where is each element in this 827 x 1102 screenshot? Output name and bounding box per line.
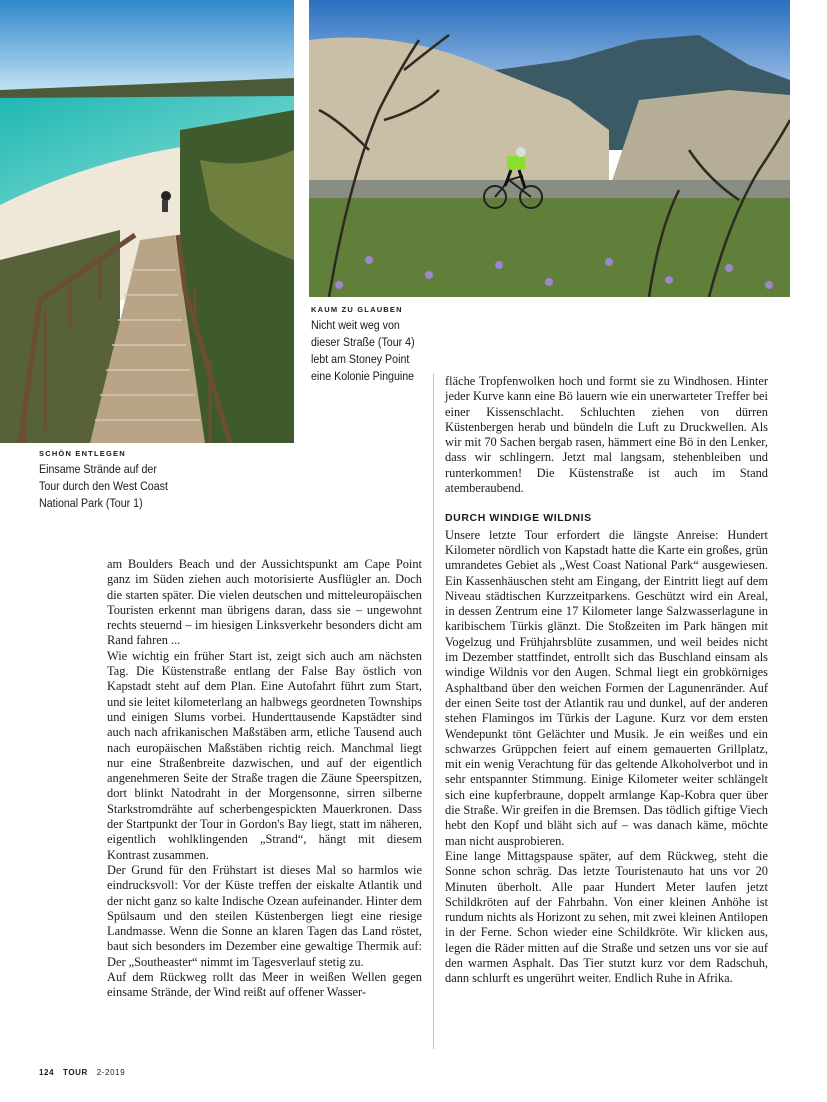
cyclist-road-photo <box>309 0 790 297</box>
caption-line: Tour durch den West Coast <box>39 479 168 493</box>
body-paragraph: Wie wichtig ein früher Start ist, zeigt sich auch am nächsten Tag. Die Küstenstraße entlang der False Bay östlich von Kapstadt steht auf dem Plan. Eine Autofahrt führt zum Start, und sie leitet kilometerlang an halbwegs geordneten Townships und einigen Slums vorbei. Hunderttausende Kapstädter sind auch nach afrikanischen Maßstäben arm, etliche Tausend auch nach europäischen Maßstäben richtig reich. Manchmal liegt nur eine Straßenbreite dazwischen, und auf der eigentlich angenehmeren Seite der Straße tragen die Zäune Speerspitzen, dort blinkt Natodraht in der Morgensonne, sirren silberne Starkstromdrähte auf scherbengespickten Mauerkronen. Dass der Startpunkt der Tour in Gordon's Bay liegt, statt im näheren, eigentlich wohlklingenden „Strand“, hängt mit diesem Kontrast zusammen. <box>107 648 422 862</box>
page-folio <box>39 1068 125 1077</box>
body-paragraph: fläche Tropfenwolken hoch und formt sie zu Windhosen. Hinter jeder Kurve kann eine Bö lauern wie ein unerwarteter Treffer bei einer Kissenschlacht. Schluchten ziehen von dürren Küstenbergen herab und bündeln die Luft zu Druckwellen. Als wir mit 70 Sachen bergab rasen, hämmert eine Bö in den Lenker, dass wir schlingern. Jetzt mal langsam, stehenbleiben und runterkommen! Die Küstenstraße ist auch im Stand atemberaubend. <box>445 374 768 496</box>
column-divider <box>433 374 434 1049</box>
beach-boardwalk-photo <box>0 0 294 443</box>
page-number: 124 <box>39 1068 55 1077</box>
article-column-right <box>445 374 768 987</box>
body-paragraph: Unsere letzte Tour erfordert die längste Anreise: Hundert Kilometer nördlich von Kapstadt hatte die Karte ein großes, grün umrandetes Gebiet als „West Coast National Park“ ausgewiesen. Ein Kassenhäuschen steht am Eingang, der Eintritt liegt auf dem Niveau städtischen Kurzzeitparkens. Geschützt wird ein Areal, in dessen Zentrum eine 17 Kilometer lange Salzwasserlagune in karibischem Türkis glänzt. Die Stoßzeiten im Park hängen mit Vogelzug und Frühjahrsblüte zusammen, und weil beides nicht im Dezember stattfindet, entrollt sich das Buschland einsam als windige Wildnis vor den Augen. Schmal liegt ein grobkörniges Asphaltband über den weichen Formen der Lagunenränder. Auf der einen Seite tost der Atlantik rau und dunkel, auf der anderen stehen Flamingos im Türkis der Lagune. Kurz vor dem ersten Wendepunkt tönt Gelächter und Musik. Je ein weißes und ein schwarzes Grüppchen feiert auf einem gemauerten Grillplatz, mit ein wenig Verachtung für das geltende Alkoholverbot und in sehr entspannter Stimmung. Einige Kilometer weiter schlängelt sich eine kupferbraune, doppelt armlange Kap-Kobra quer über die Straße. Wir greifen in die Bremsen. Das tödlich giftige Viech hebt den Kopf und bläht sich auf – was danach käme, möchte man nicht ausprobieren. <box>445 527 768 848</box>
article-column-left <box>107 557 422 1001</box>
caption-line: Einsame Strände auf der <box>39 462 157 476</box>
caption-line: National Park (Tour 1) <box>39 496 143 510</box>
body-paragraph: am Boulders Beach und der Aussichtspunkt am Cape Point ganz im Süden ziehen auch motorisierte Ausflügler an. Doch die starten später. Die vielen deutschen und mitteleuropäischen Touristen erkennt man übrigens daran, dass sie – ungewohnt rechts steuernd – im hiesigen Linksverkehr besonders dicht am Rand fahren ... <box>107 557 422 648</box>
caption-text <box>39 461 202 512</box>
magazine-name: TOUR <box>62 1068 88 1077</box>
caption-line: eine Kolonie Pinguine <box>311 369 415 383</box>
issue-label: 2-2019 <box>96 1068 126 1077</box>
beach-photo-caption <box>39 449 229 512</box>
body-paragraph: Der Grund für den Frühstart ist dieses Mal so harmlos wie eindrucksvoll: Vor der Küste treffen der eiskalte Atlantik und der nicht ganz so kalte Indische Ozean aufeinander. Hinter dem Spülsaum und den steilen Küstenbergen liegt eine riesige Landmasse. Wenn die Sonne an klaren Tagen das Land röstet, baut sich besonders im Dezember eine gewaltige Thermik auf: Der „Southeaster“ nimmt im Tagesverlauf stetig zu. <box>107 862 422 969</box>
caption-kicker: SCHÖN ENTLEGEN <box>39 449 126 458</box>
body-paragraph: Auf dem Rückweg rollt das Meer in weißen Wellen gegen einsame Strände, der Wind reißt auf offener Wasser- <box>107 970 422 1000</box>
caption-line: dieser Straße (Tour 4) <box>311 335 415 349</box>
body-paragraph: Eine lange Mittagspause später, auf dem Rückweg, steht die Sonne schon schräg. Das letzte Touristenauto hat uns vor 20 Minuten überholt. Alle paar Hundert Meter laufen jetzt Schildkröten auf der Fahrbahn. Von einer kleinen Anhöhe ist rundum nichts als Horizont zu sehen, mit zwei kleinen Antilopen in der Ferne. Schon wieder eine Schildkröte. Wir klicken aus, legen die Räder mitten auf die Straße und setzen uns vor sie auf den warmen Asphalt. Das Tier stutzt kurz vor dem Radschuh, dann schlurft es ungerührt weiter. Endlich Ruhe in Afrika. <box>445 848 768 986</box>
caption-line: Nicht weit weg von <box>311 318 400 332</box>
caption-kicker: KAUM ZU GLAUBEN <box>311 305 403 314</box>
road-photo-caption <box>311 305 501 385</box>
section-subhead: DURCH WINDIGE WILDNIS <box>445 512 592 525</box>
caption-line: lebt am Stoney Point <box>311 352 410 366</box>
